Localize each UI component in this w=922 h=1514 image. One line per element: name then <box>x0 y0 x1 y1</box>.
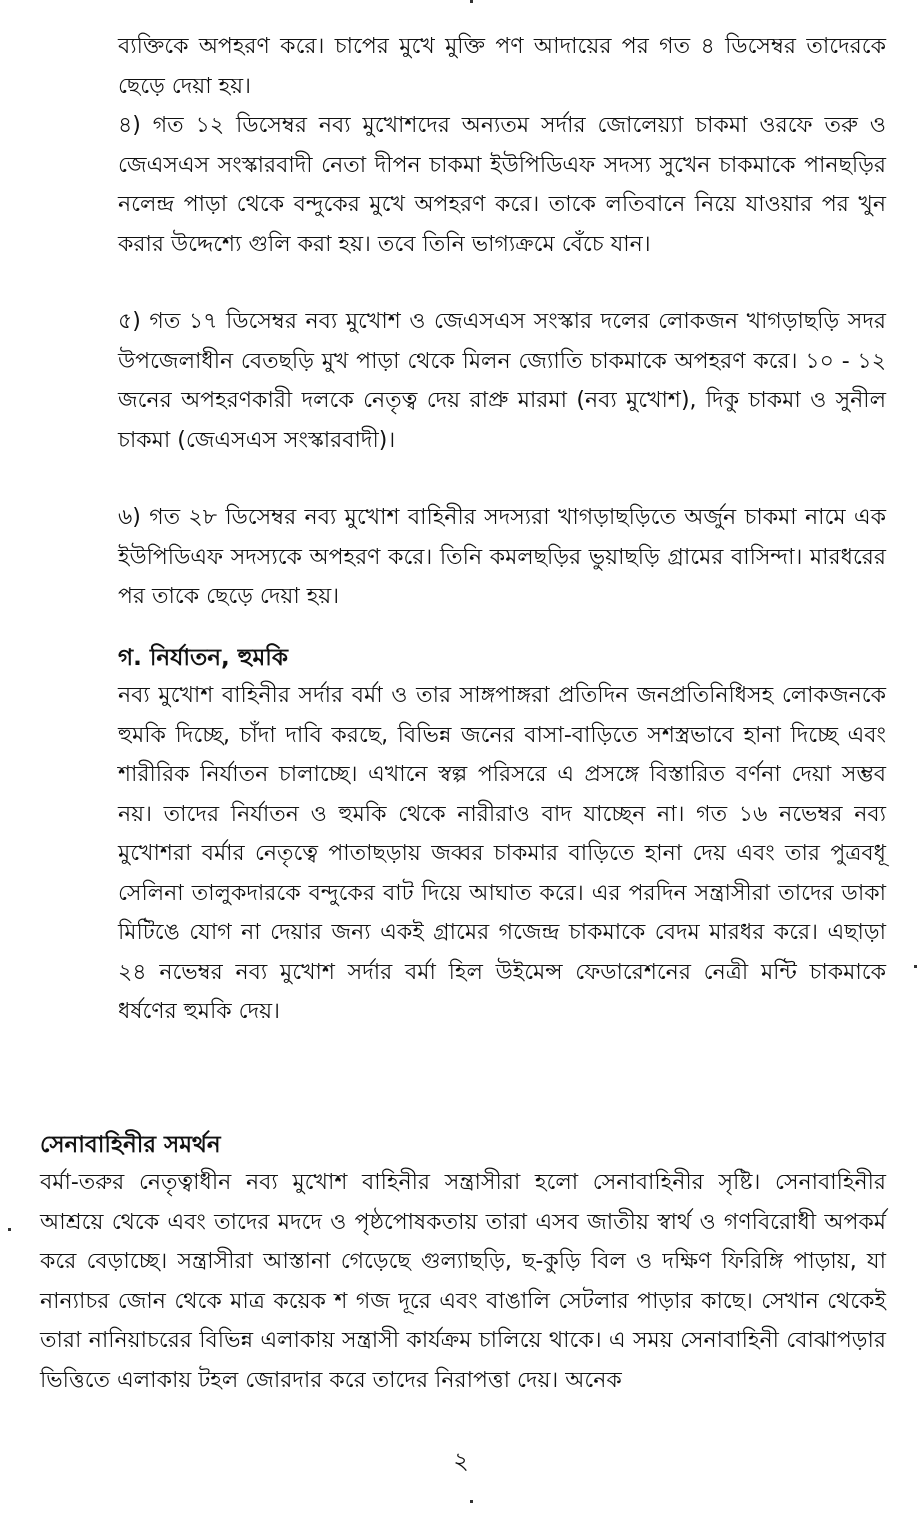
section-heading-army-support: সেনাবাহিনীর সমর্থন <box>40 1132 221 1158</box>
scan-speck <box>8 1228 11 1231</box>
list-item-4: ৪) গত ১২ ডিসেম্বর নব্য মুখোশদের অন্যতম সর্দার জোলেয়্যা চাকমা ওরফে তরু ও জেএসএস সংস্কারবাদী নেতা দীপন চাকমা ইউপিডিএফ সদস্য সুখেন চাকমাকে পানছড়ির নলেন্দ্র পাড়া থেকে বন্দুকের মুখে অপহরণ করে। তাকে লতিবানে নিয়ে যাওয়ার পর খুন করার উদ্দেশ্যে গুলি করা হয়। তবে তিনি ভাগ্যক্রমে বেঁচে যান। <box>118 113 886 257</box>
page-number: ২ <box>453 1447 469 1475</box>
section-heading-torture-threats: গ. নির্যাতন, হুমকি <box>118 645 288 671</box>
list-item-6: ৬) গত ২৮ ডিসেম্বর নব্য মুখোশ বাহিনীর সদস্যরা খাগড়াছড়িতে অর্জুন চাকমা নামে এক ইউপিডিএফ সদস্যকে অপহরণ করে। তিনি কমলছড়ির ভুয়াছড়ি গ্রামের বাসিন্দা। মারধরের পর তাকে ছেড়ে দেয়া হয়। <box>118 505 886 609</box>
scan-speck <box>914 965 917 968</box>
list-item-5: ৫) গত ১৭ ডিসেম্বর নব্য মুখোশ ও জেএসএস সংস্কার দলের লোকজন খাগড়াছড়ি সদর উপজেলাধীন বেতছড়ি মুখ পাড়া থেকে মিলন জ্যোতি চাকমাকে অপহরণ করে। ১০ - ১২ জনের অপহরণকারী দলকে নেতৃত্ব দেয় রাপ্রু মারমা (নব্য মুখোশ), দিকু চাকমা ও সুনীল চাকমা (জেএসএস সংস্কারবাদী)। <box>118 309 886 453</box>
scan-speck <box>470 1500 473 1503</box>
scan-speck <box>470 0 473 3</box>
continuation-paragraph: ব্যক্তিকে অপহরণ করে। চাপের মুখে মুক্তি পণ আদায়ের পর গত ৪ ডিসেম্বর তাদেরকে ছেড়ে দেয়া হয়। <box>118 34 886 99</box>
section-paragraph-torture-threats: নব্য মুখোশ বাহিনীর সর্দার বর্মা ও তার সাঙ্গপাঙ্গরা প্রতিদিন জনপ্রতিনিধিসহ লোকজনকে হুমকি দিচ্ছে, চাঁদা দাবি করছে, বিভিন্ন জনের বাসা-বাড়িতে সশস্ত্রভাবে হানা দিচ্ছে এবং শারীরিক নির্যাতন চালাচ্ছে। এখানে স্বল্প পরিসরে এ প্রসঙ্গে বিস্তারিত বর্ণনা দেয়া সম্ভব নয়। তাদের নির্যাতন ও হুমকি থেকে নারীরাও বাদ যাচ্ছেন না। গত ১৬ নভেম্বর নব্য মুখোশরা বর্মার নেতৃত্বে পাতাছড়ায় জব্বর চাকমার বাড়িতে হানা দেয় এবং তার পুত্রবধূ সেলিনা তালুকদারকে বন্দুকের বাট দিয়ে আঘাত করে। এর পরদিন সন্ত্রাসীরা তাদের ডাকা মিটিঙে যোগ না দেয়ার জন্য একই গ্রামের গজেন্দ্র চাকমাকে বেদম মারধর করে। এছাড়া ২৪ নভেম্বর নব্য মুখোশ সর্দার বর্মা হিল উইমেন্স ফেডারেশনের নেত্রী মন্টি চাকমাকে ধর্ষণের হুমকি দেয়। <box>118 683 886 1024</box>
section-paragraph-army-support: বর্মা-তরুর নেতৃত্বাধীন নব্য মুখোশ বাহিনীর সন্ত্রাসীরা হলো সেনাবাহিনীর সৃষ্টি। সেনাবাহিনীর আশ্রয়ে থেকে এবং তাদের মদদে ও পৃষ্ঠপোষকতায় তারা এসব জাতীয় স্বার্থ ও গণবিরোধী অপকর্ম করে বেড়াচ্ছে। সন্ত্রাসীরা আস্তানা গেড়েছে গুল্যাছড়ি, ছ-কুড়ি বিল ও দক্ষিণ ফিরিঙ্গি পাড়ায়, যা নান্যাচর জোন থেকে মাত্র কয়েক শ গজ দূরে এবং বাঙালি সেটলার পাড়ার কাছে। সেখান থেকেই তারা নানিয়াচরের বিভিন্ন এলাকায় সন্ত্রাসী কার্যক্রম চালিয়ে থাকে। এ সময় সেনাবাহিনী বোঝাপড়ার ভিত্তিতে এলাকায় টহল জোরদার করে তাদের নিরাপত্তা দেয়। অনেক <box>40 1170 886 1393</box>
